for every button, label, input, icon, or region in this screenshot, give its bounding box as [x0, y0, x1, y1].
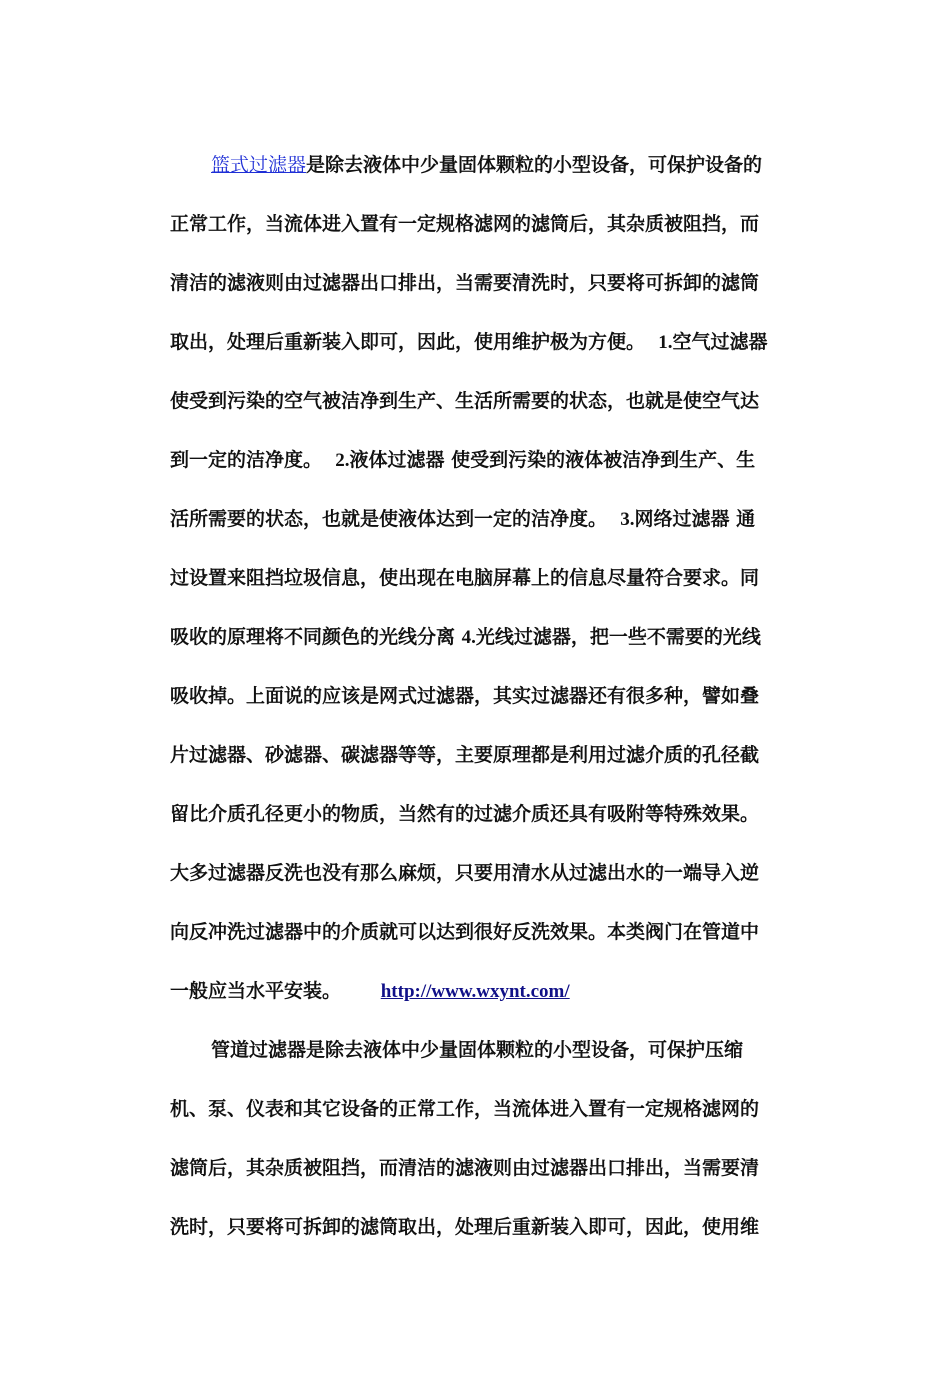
paragraph-1-line-6-text-a: 到一定的洁净度。 [170, 449, 323, 471]
item-number-3: 3. [620, 509, 635, 530]
paragraph-1-line-9 [170, 622, 784, 652]
paragraph-1-line-7-text-b: 网络过滤器 通 [634, 508, 756, 530]
basket-filter-link[interactable]: 篮式过滤器 [211, 154, 307, 176]
item-number-2: 2. [335, 450, 350, 471]
paragraph-1-line-4 [170, 327, 784, 357]
paragraph-1-line-7 [170, 504, 784, 534]
paragraph-1-line-3: 清洁的滤液则由过滤器出口排出，当需要清洗时，只要将可拆卸的滤筒 [170, 272, 760, 294]
paragraph-1-line-6 [170, 445, 784, 475]
paragraph-2-line-3: 滤筒后，其杂质被阻挡，而清洁的滤液则由过滤器出口排出，当需要清 [170, 1157, 760, 1179]
paragraph-1-line-14: 向反冲洗过滤器中的介质就可以达到很好反洗效果。本类阀门在管道中 [170, 921, 760, 943]
paragraph-2-line-2: 机、泵、仪表和其它设备的正常工作，当流体进入置有一定规格滤网的 [170, 1098, 760, 1120]
paragraph-1-line-1-text: 是除去液体中少量固体颗粒的小型设备，可保护设备的 [306, 154, 763, 176]
paragraph-1-line-4-text-b: 空气过滤器 [672, 331, 768, 353]
item-number-1: 1. [658, 332, 673, 353]
paragraph-1-line-2: 正常工作，当流体进入置有一定规格滤网的滤筒后，其杂质被阻挡，而 [170, 213, 760, 235]
paragraph-1-line-5: 使受到污染的空气被洁净到生产、生活所需要的状态，也就是使空气达 [170, 390, 760, 412]
paragraph-1-line-15 [170, 976, 784, 1006]
paragraph-1-line-12: 留比介质孔径更小的物质，当然有的过滤介质还具有吸附等特殊效果。 [170, 803, 760, 825]
item-number-4: 4. [461, 627, 476, 648]
paragraph-1-line-7-text-a: 活所需要的状态，也就是使液体达到一定的洁净度。 [170, 508, 608, 530]
website-url-link[interactable]: http://www.wxynt.com/ [380, 981, 570, 1002]
paragraph-1-line-1 [211, 150, 784, 180]
paragraph-1-line-11: 片过滤器、砂滤器、碳滤器等等，主要原理都是利用过滤介质的孔径截 [170, 744, 760, 766]
paragraph-2-line-1: 管道过滤器是除去液体中少量固体颗粒的小型设备，可保护压缩 [211, 1039, 744, 1061]
paragraph-1-line-8: 过设置来阻挡垃圾信息，使出现在电脑屏幕上的信息尽量符合要求。同 [170, 567, 760, 589]
paragraph-1-line-9-text-b: 光线过滤器，把一些不需要的光线 [475, 626, 761, 648]
paragraph-1-line-4-text-a: 取出，处理后重新装入即可，因此，使用维护极为方便。 [170, 331, 646, 353]
paragraph-1-line-6-text-b: 液体过滤器 使受到污染的液体被洁净到生产、生 [349, 449, 756, 471]
paragraph-1-line-10: 吸收掉。上面说的应该是网式过滤器，其实过滤器还有很多种，譬如叠 [170, 685, 760, 707]
paragraph-1-line-15-text: 一般应当水平安装。 [170, 980, 342, 1002]
paragraph-1-line-13: 大多过滤器反洗也没有那么麻烦，只要用清水从过滤出水的一端导入逆 [170, 862, 760, 884]
paragraph-2-line-4: 洗时，只要将可拆卸的滤筒取出，处理后重新装入即可，因此，使用维 [170, 1216, 760, 1238]
paragraph-1-line-9-text-a: 吸收的原理将不同颜色的光线分离 [170, 626, 462, 648]
